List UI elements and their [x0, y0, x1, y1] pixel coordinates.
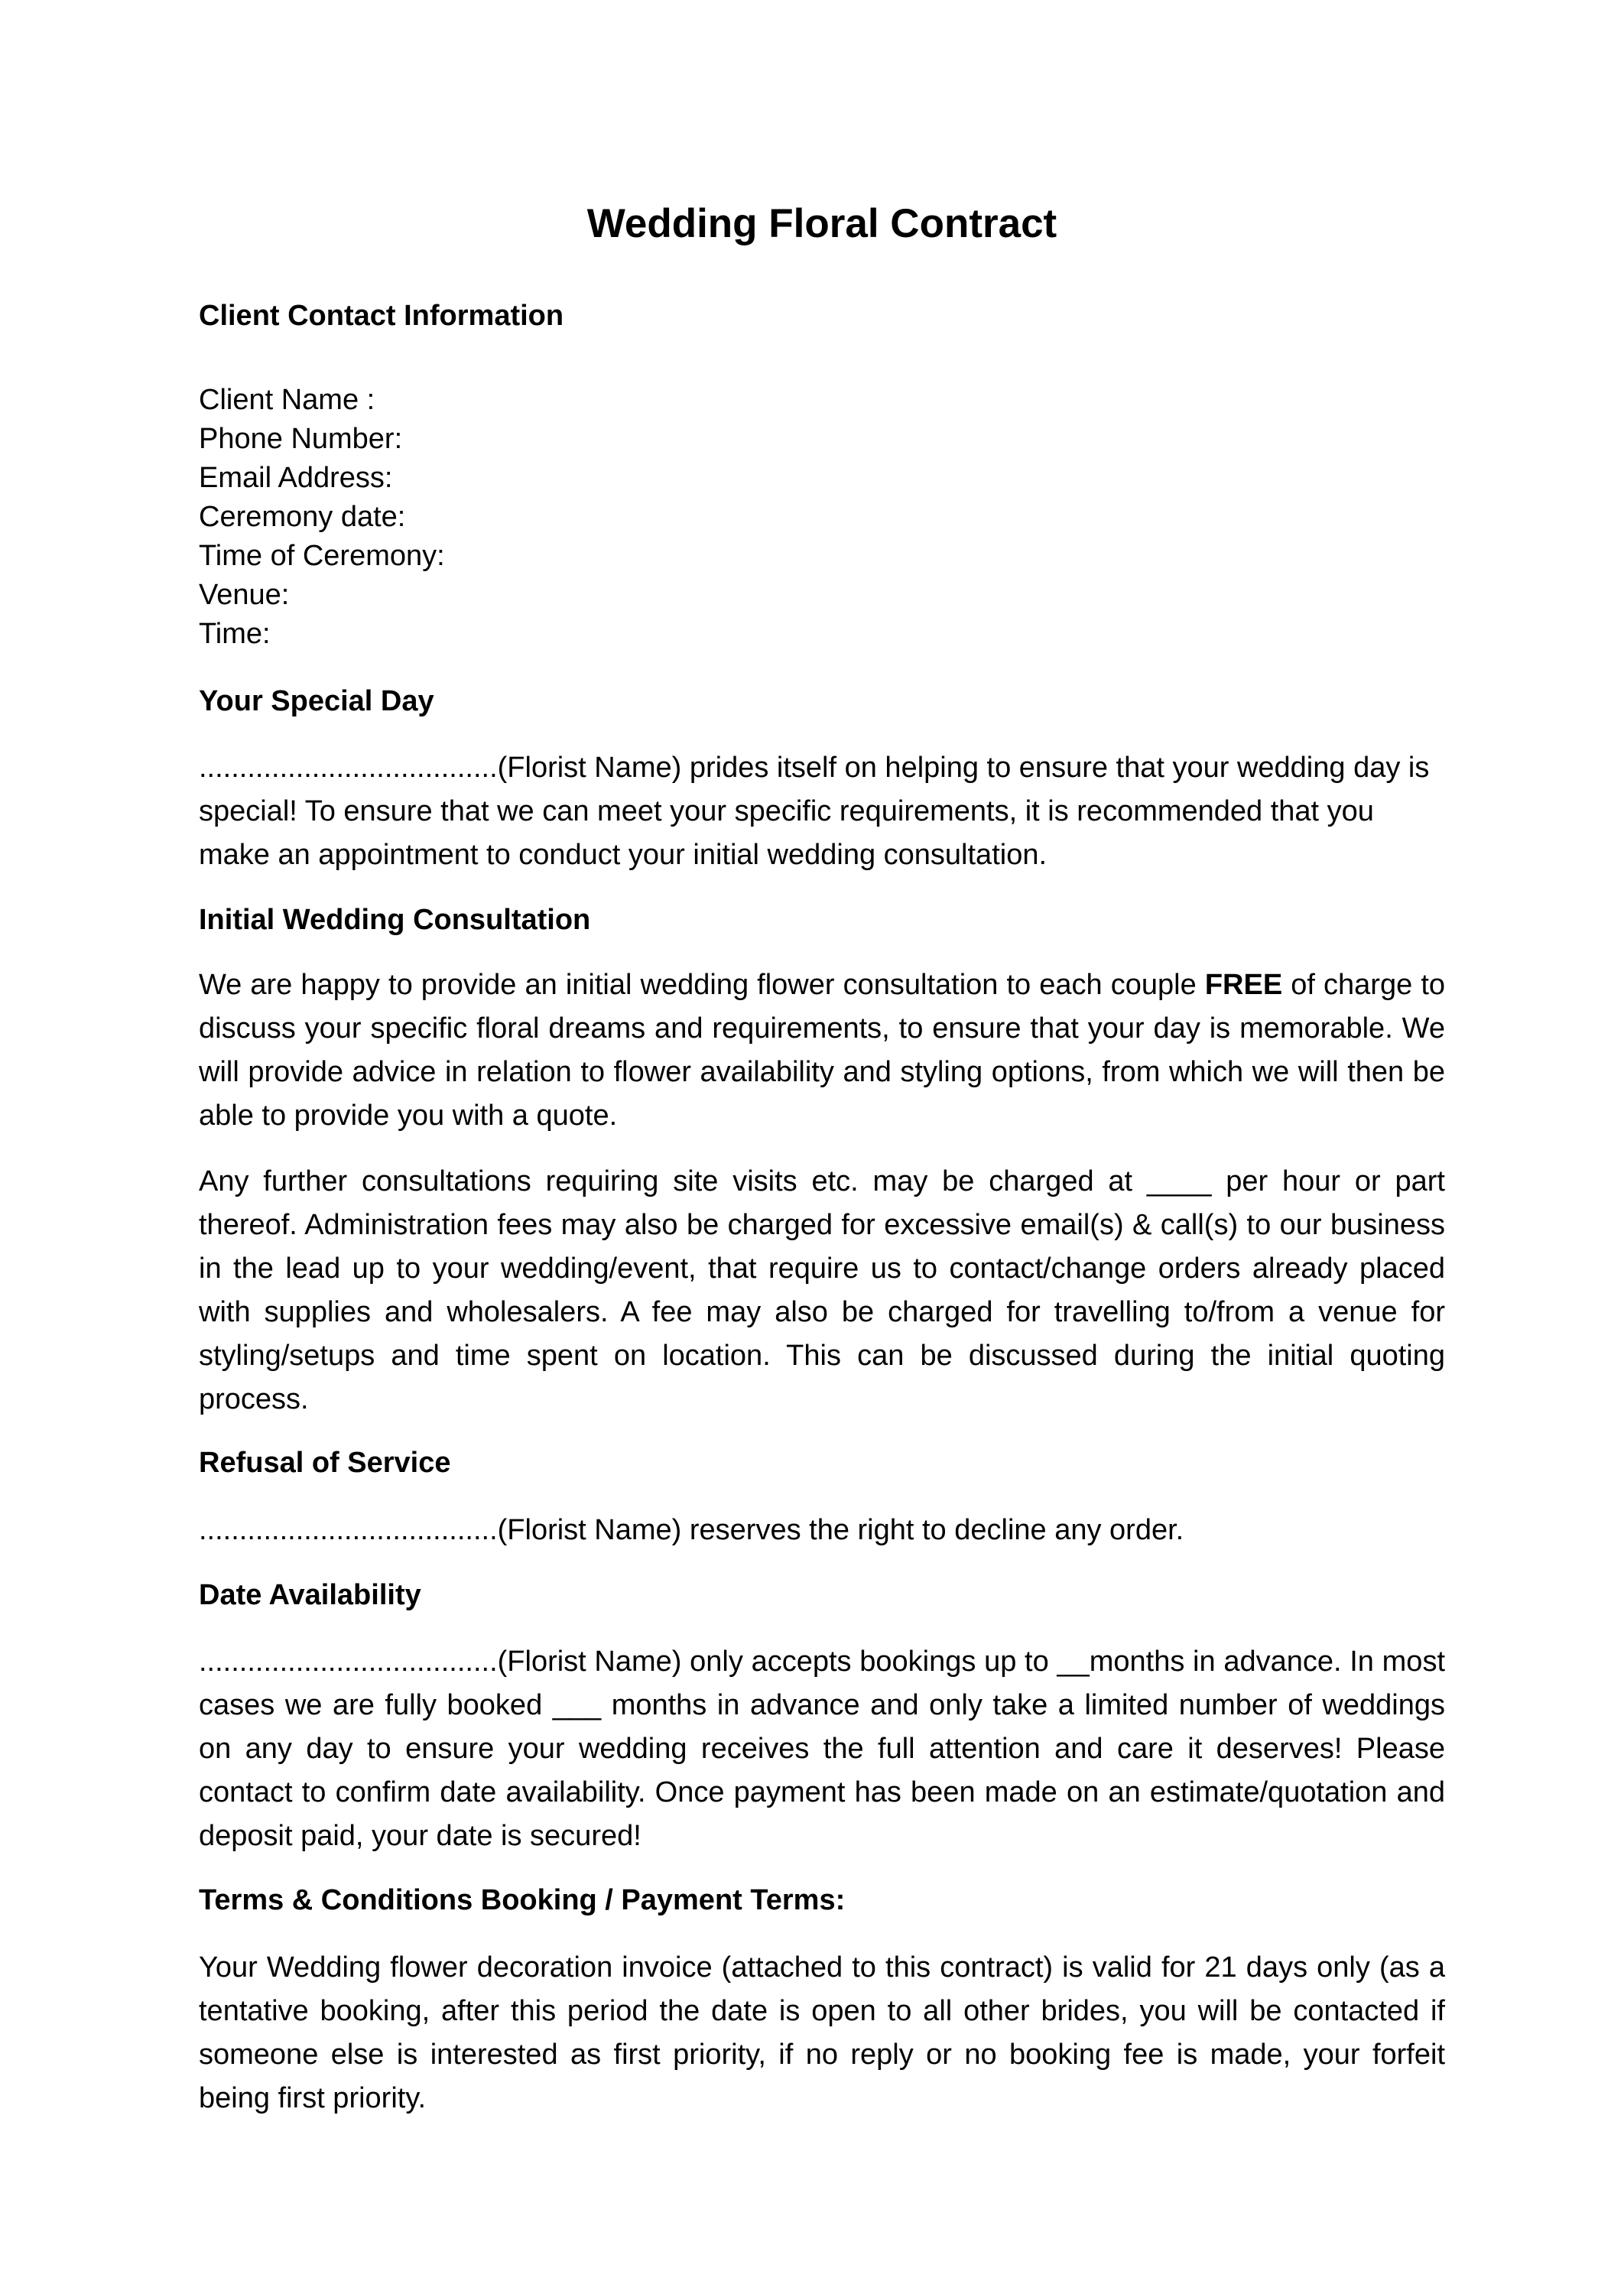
free-emphasis: FREE: [1204, 969, 1283, 1001]
terms-heading: Terms & Conditions Booking / Payment Terms:: [199, 1884, 846, 1916]
refusal-text: .....................................(Florist Name) reserves the right to decline any order.: [199, 1514, 1184, 1546]
client-field-list: [199, 381, 445, 654]
availability-heading: Date Availability: [199, 1579, 421, 1611]
venue-field: Venue:: [199, 579, 290, 611]
refusal-heading: Refusal of Service: [199, 1447, 451, 1479]
consultation-text-end: of charge to discuss your specific floral dreams and requirements, to ensure that your day is memorable. We will provide advice in relation to flower availability and styling options, from which we will then be able to provide you with a quote.: [199, 969, 1446, 1132]
time-field: Time:: [199, 618, 271, 650]
client-contact-heading: Client Contact Information: [199, 300, 564, 332]
consultation-heading: Initial Wedding Consultation: [199, 904, 591, 936]
phone-number-field: Phone Number:: [199, 423, 403, 455]
ceremony-time-field: Time of Ceremony:: [199, 540, 445, 572]
email-address-field: Email Address:: [199, 462, 393, 494]
document-title: Wedding Floral Contract: [586, 201, 1057, 246]
special-day-heading: Your Special Day: [199, 685, 434, 717]
consultation-text-start: We are happy to provide an initial wedding flower consultation to each couple: [199, 969, 1205, 1001]
consultation-paragraph: [199, 963, 1445, 1138]
further-consultations-text: Any further consultations requiring site visits etc. may be charged at ____ per hour or part thereof. Administration fees may also be charged for excessive email(s) & call(s) to our business in the lead up to your wedding/event, that require us to contact/change orders already placed with supplies and wholesalers. A fee may also be charged for travelling to/from a venue for styling/setups and time spent on location. This can be discussed during the initial quoting process.: [199, 1165, 1445, 1415]
availability-text: .....................................(Florist Name) only accepts bookings up to __months in advance. In most cases we are fully booked ___ months in advance and only take a limited number of weddings on any day to ensure your wedding receives the full attention and care it deserves! Please contact to confirm date availability. Once payment has been made on an estimate/quotation and deposit paid, your date is secured!: [199, 1646, 1445, 1852]
ceremony-date-field: Ceremony date:: [199, 501, 406, 533]
terms-text: Your Wedding flower decoration invoice (attached to this contract) is valid for 21 days only (as a tentative booking, after this period the date is open to all other brides, you will be contacted if someone else is interested as first priority, if no reply or no booking fee is made, your forfeit being first priority.: [199, 1951, 1445, 2114]
client-name-field: Client Name :: [199, 384, 375, 416]
special-day-text: .....................................(Florist Name) prides itself on helping to ensure that your wedding day is special! To ensure that we can meet your specific requirements, it is recommended that you make an appointment to conduct your initial wedding consultation.: [199, 752, 1430, 871]
